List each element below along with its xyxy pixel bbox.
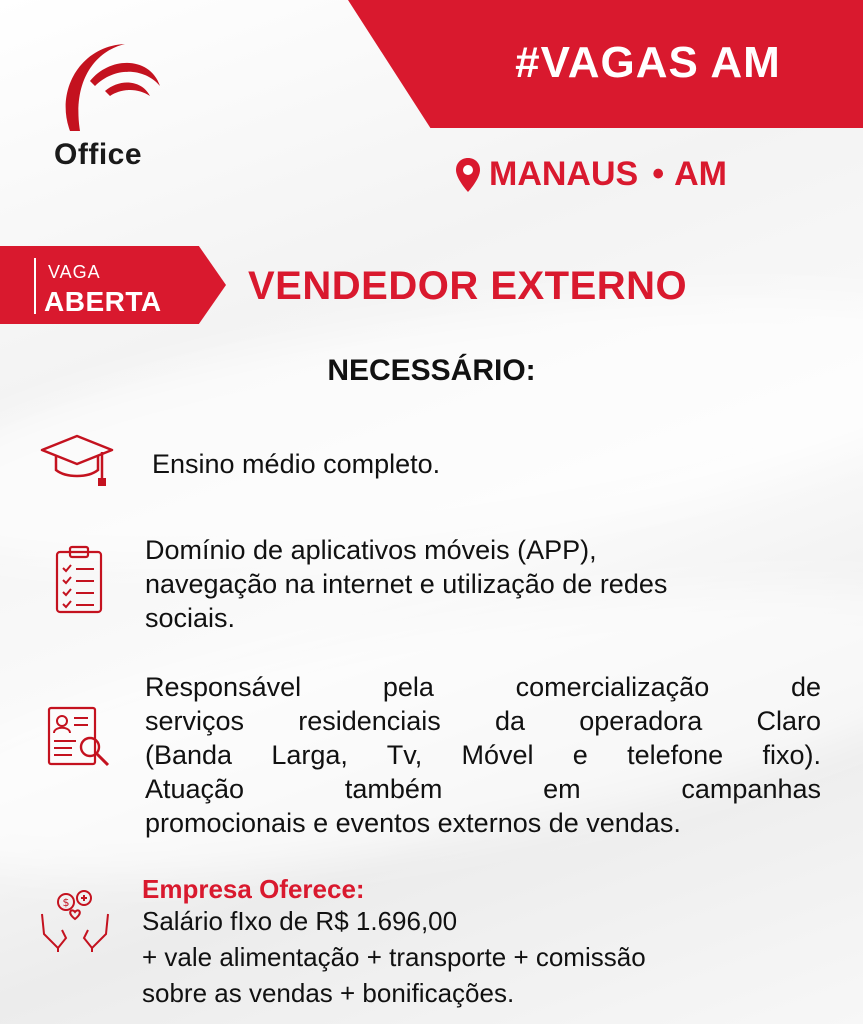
hands-benefits-icon xyxy=(38,888,112,954)
offer-title: Empresa Oferece: xyxy=(142,874,365,904)
requirements-title: NECESSÁRIO: xyxy=(327,354,536,387)
tag-label-small: VAGA xyxy=(48,262,101,282)
requirement-line: Atuação também em campanhas xyxy=(145,774,821,804)
tag-divider xyxy=(34,258,36,314)
location xyxy=(455,155,727,194)
requirement-line: Responsável pela comercialização de xyxy=(145,672,821,702)
requirement-item xyxy=(145,533,825,635)
requirement-line: (Banda Larga, Tv, Móvel e telefone fixo). xyxy=(145,740,821,770)
location-separator: • xyxy=(652,155,665,193)
map-pin-icon xyxy=(455,157,481,193)
offer-line: Salário fIxo de R$ 1.696,00 xyxy=(142,906,458,936)
requirement-line: sociais. xyxy=(145,603,236,633)
requirement-line: promocionais e eventos externos de vendas. xyxy=(145,808,681,838)
location-city: MANAUS xyxy=(489,155,639,193)
location-state: AM xyxy=(674,155,728,193)
svg-text:$: $ xyxy=(62,896,70,909)
job-title: VENDEDOR EXTERNO xyxy=(248,264,688,308)
graduation-cap-icon xyxy=(40,432,114,490)
requirement-line: navegação na internet e utilização de redes xyxy=(145,569,668,599)
tag-label-big: ABERTA xyxy=(44,286,162,317)
offer-line: sobre as vendas + bonificações. xyxy=(142,978,515,1008)
checklist-clipboard-icon xyxy=(54,544,104,614)
logo-text: Office xyxy=(54,138,143,171)
requirement-item: Ensino médio completo. xyxy=(152,449,441,479)
resume-search-icon xyxy=(46,705,112,767)
requirement-line: Domínio de aplicativos móveis (APP), xyxy=(145,535,597,565)
requirement-line: serviços residenciais da operadora Claro xyxy=(145,706,821,736)
hashtag-title: #VAGAS AM xyxy=(515,38,781,87)
offer-line: + vale alimentação + transporte + comissão xyxy=(142,942,646,972)
requirement-item xyxy=(145,670,821,840)
